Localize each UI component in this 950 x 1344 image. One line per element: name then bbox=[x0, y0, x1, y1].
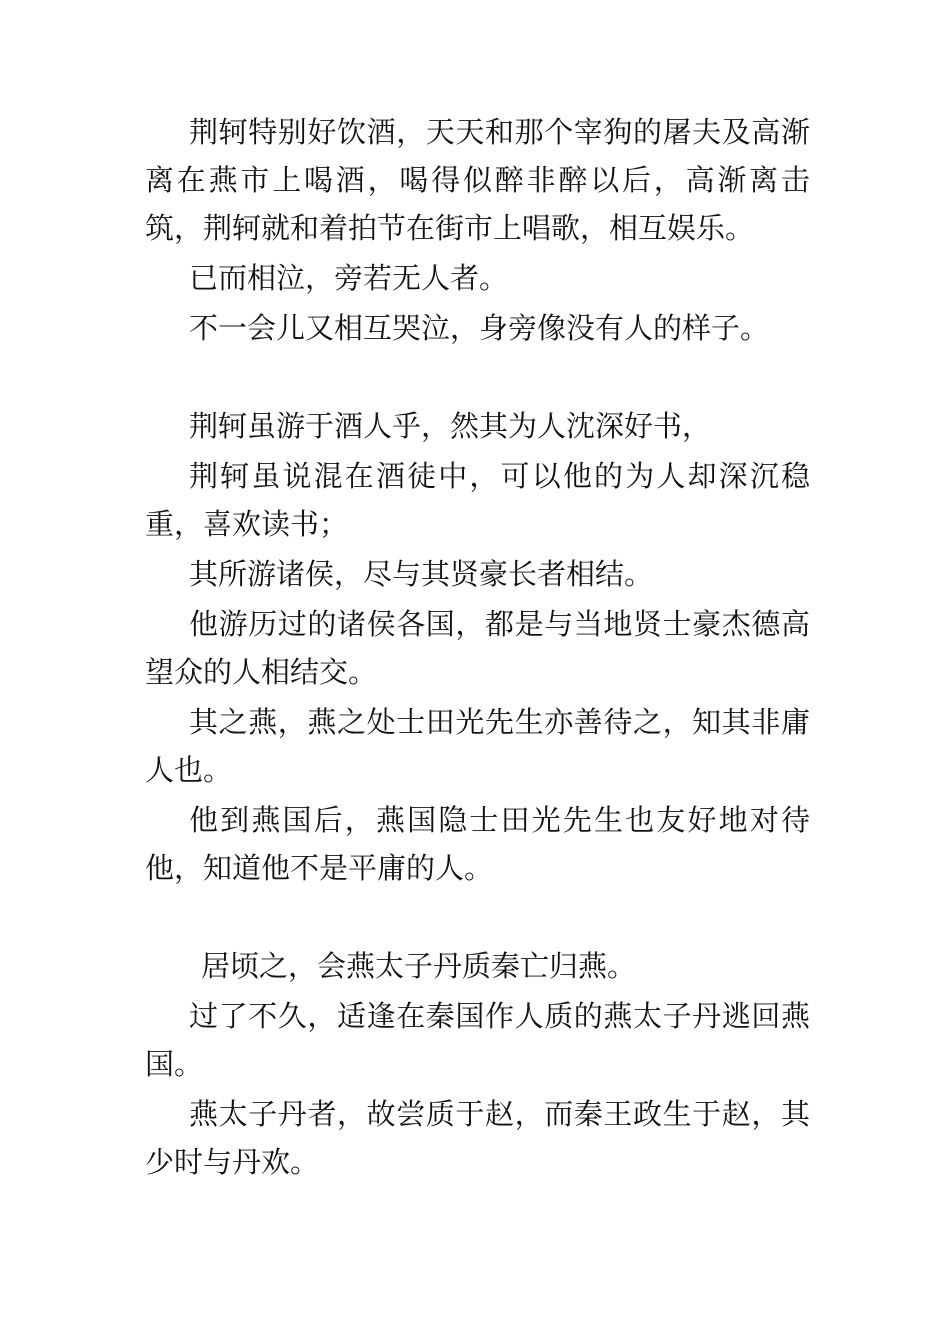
paragraph: 荆轲特别好饮酒，天天和那个宰狗的屠夫及高渐离在燕市上喝酒，喝得似醉非醉以后，高渐离击筑，荆轲就和着拍节在街市上唱歌，相互娱乐。 bbox=[145, 115, 810, 245]
paragraph: 居顷之，会燕太子丹质秦亡归燕。 bbox=[201, 949, 637, 983]
paragraph-gap bbox=[145, 894, 810, 942]
paragraph: 不一会儿又相互哭泣，身旁像没有人的样子。 bbox=[189, 311, 770, 345]
paragraph: 其所游诸侯，尽与其贤豪长者相结。 bbox=[189, 557, 654, 591]
paragraph: 荆轲虽说混在酒徒中，可以他的为人却深沉稳重，喜欢读书； bbox=[145, 459, 810, 541]
paragraph-gap bbox=[145, 354, 810, 402]
paragraph: 荆轲虽游于酒人乎，然其为人沈深好书， bbox=[189, 409, 712, 443]
paragraph: 他游历过的诸侯各国，都是与当地贤士豪杰德高望众的人相结交。 bbox=[145, 607, 810, 689]
paragraph: 他到燕国后，燕国隐士田光先生也友好地对待他，知道他不是平庸的人。 bbox=[145, 803, 810, 885]
paragraph: 燕太子丹者，故尝质于赵，而秦王政生于赵，其少时与丹欢。 bbox=[145, 1097, 810, 1179]
paragraph: 已而相泣，旁若无人者。 bbox=[189, 261, 509, 295]
paragraph: 其之燕，燕之处士田光先生亦善待之，知其非庸人也。 bbox=[145, 705, 810, 787]
document-body bbox=[145, 108, 810, 1188]
paragraph: 过了不久，适逢在秦国作人质的燕太子丹逃回燕国。 bbox=[145, 999, 810, 1081]
